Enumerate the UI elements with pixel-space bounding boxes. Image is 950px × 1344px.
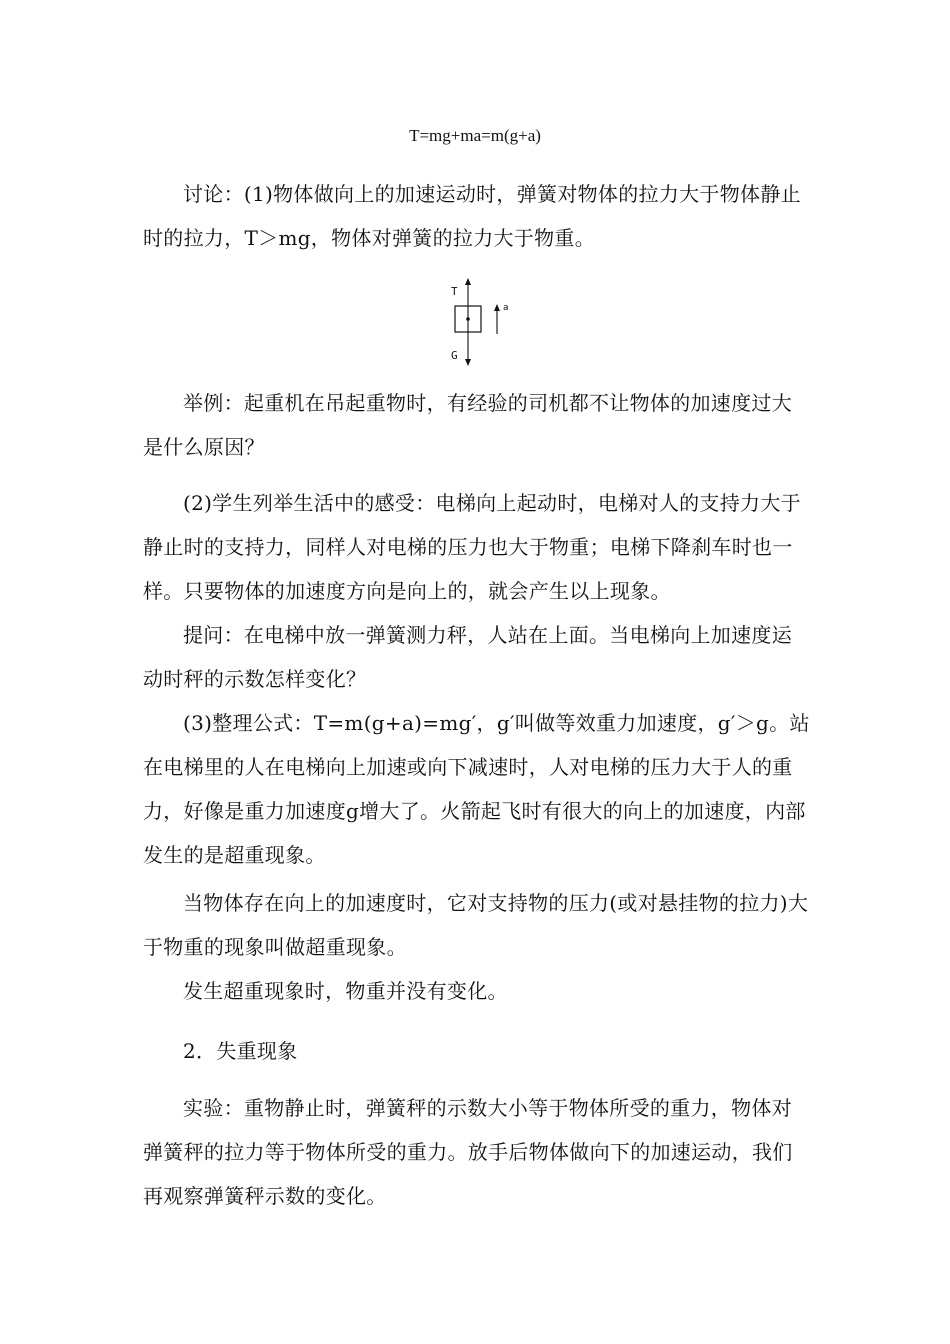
paragraph-discussion-1: 讨论：(1)物体做向上的加速运动时，弹簧对物体的拉力大于物体静止时的拉力，T＞mg，物体对弹簧的拉力大于物重。: [143, 182, 801, 250]
paragraph-question: 提问：在电梯中放一弹簧测力秤，人站在上面。当电梯向上加速度运动时秤的示数怎样变化？: [143, 623, 792, 691]
paragraph-formula-summary: (3)整理公式：T=m(g+a)=mg′，g′叫做等效重力加速度，g′＞g。站在电梯里的人在电梯向上加速或向下减速时，人对电梯的压力大于人的重力，好像是重力加速度g增大了。火箭起飞时有很大的向上的加速度，内部发生的是超重现象。: [143, 711, 810, 867]
tension-arrowhead: [465, 278, 471, 285]
label-T: T: [451, 285, 458, 298]
label-G: G: [451, 349, 458, 362]
paragraph-student-feelings: (2)学生列举生活中的感受：电梯向上起动时，电梯对人的支持力大于静止时的支持力，同样人对电梯的压力也大于物重；电梯下降刹车时也一样。只要物体的加速度方向是向上的，就会产生以上现象。: [143, 491, 801, 603]
gravity-arrowhead: [465, 359, 471, 366]
formula-line: T=mg+ma=m(g+a): [409, 126, 541, 145]
paragraph-example: 举例：起重机在吊起重物时，有经验的司机都不让物体的加速度过大是什么原因？: [143, 391, 792, 459]
paragraph-overweight-definition: 当物体存在向上的加速度时，它对支持物的压力(或对悬挂物的拉力)大于物重的现象叫做超重现象。: [143, 891, 809, 959]
section-heading-weightlessness: 2．失重现象: [183, 1039, 298, 1063]
force-diagram: [440, 278, 520, 370]
paragraph-weight-unchanged: 发生超重现象时，物重并没有变化。: [183, 979, 508, 1003]
paragraph-experiment: 实验：重物静止时，弹簧秤的示数大小等于物体所受的重力，物体对弹簧秤的拉力等于物体所受的重力。放手后物体做向下的加速运动，我们再观察弹簧秤示数的变化。: [143, 1096, 793, 1208]
acceleration-arrowhead: [494, 304, 500, 311]
label-a: a: [503, 303, 509, 313]
